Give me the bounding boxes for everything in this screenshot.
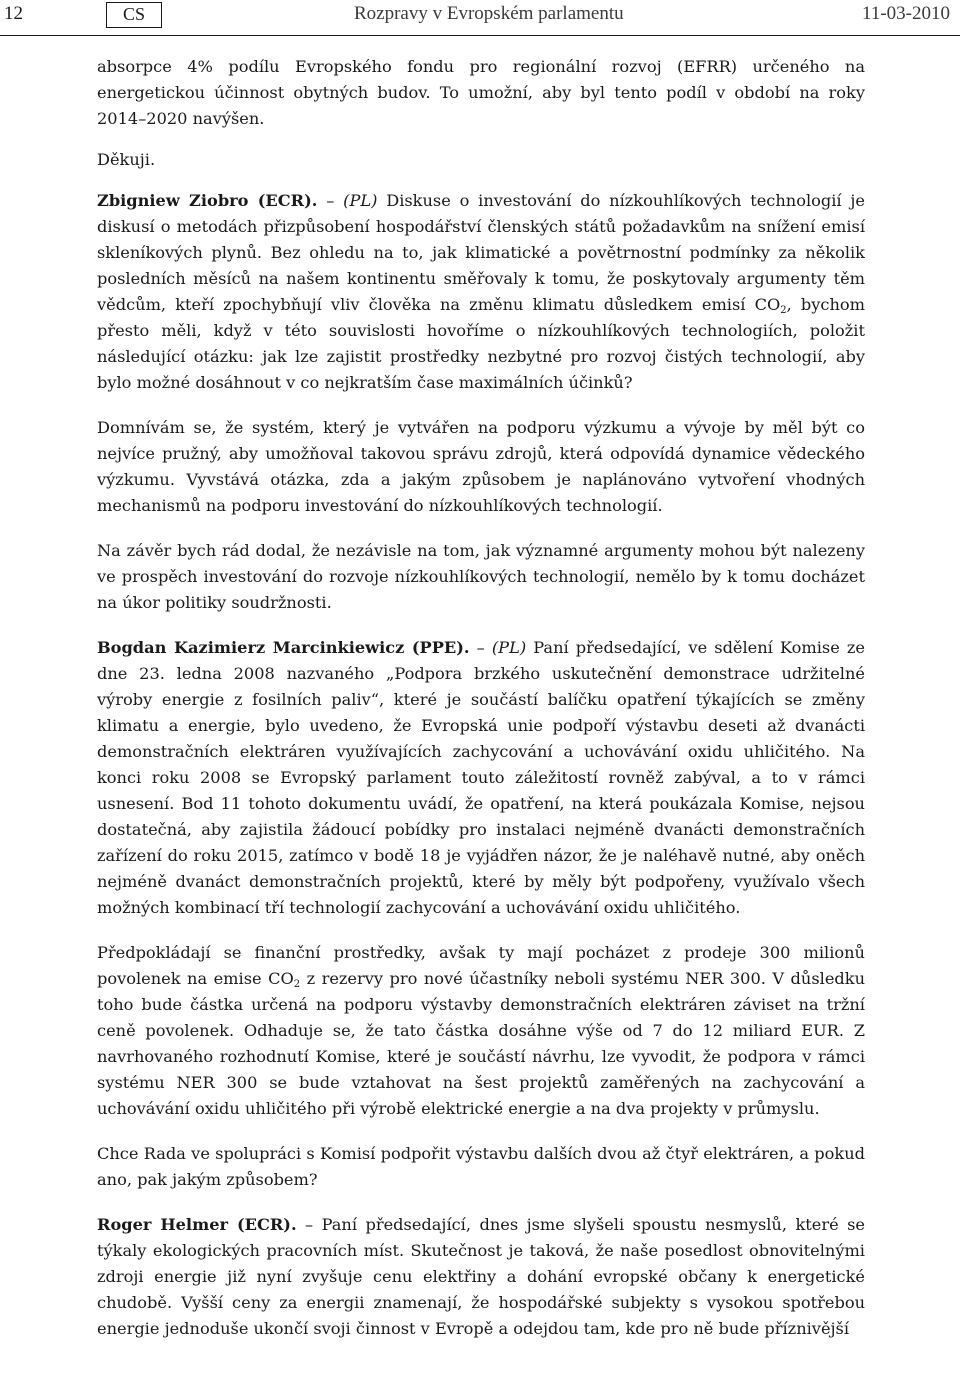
- page-number: 12: [4, 3, 23, 24]
- speaker-name: Zbigniew Ziobro (ECR).: [97, 191, 318, 210]
- language-code-box: CS: [106, 2, 162, 28]
- paragraph: Předpokládají se finanční prostředky, avšak ty mají pocházet z prodeje 300 milionů povolenek na emise $CO_2$ z rezervy pro nové účastníky neboli systému NER 300. V důsledku toho bude částka určená na podporu výstavby demonstračních elektráren záviset na tržní ceně povolenek. Odhaduje se, že tato částka dosáhne výše od 7 do 12 miliard EUR. Z navrhovaného rozhodnutí Komise, které je součástí návrhu, lze vyvodit, že podpora v rámci systému NER 300 se bude vztahovat na šest projektů zaměřených na zachycování a uchovávání oxidu uhličitého při výrobě elektrické energie a na dva projekty v průmyslu.: [97, 943, 866, 1118]
- document-body: [97, 54, 865, 1361]
- publication-date: 11-03-2010: [862, 3, 950, 24]
- publication-title: Rozpravy v Evropském parlamentu: [354, 3, 624, 24]
- paragraph: Děkuji.: [97, 150, 156, 169]
- language-tag: (PL): [491, 638, 527, 657]
- header-divider: [0, 35, 960, 36]
- speaker-name: Roger Helmer (ECR).: [97, 1215, 297, 1234]
- speech-paragraph: Zbigniew Ziobro (ECR). – (PL) Diskuse o investování do nízkouhlíkových technologií je diskusí o metodách přizpůsobení hospodářství členských států požadavkům na snížení emisí skleníkových plynů. Bez ohledu na to, jak klimatické a povětrnostní podmínky za několik posledních měsíců na našem kontinentu směřovaly k tomu, že poskytovaly argumenty těm vědcům, kteří zpochybňují vliv člověka na změnu klimatu důsledkem emisí $CO_2$, bychom přesto měli, když v této souvislosti hovoříme o nízkouhlíkových technologiích, položit následující otázku: jak lze zajistit prostředky nezbytné pro rozvoj čistých technologií, aby bylo možné dosáhnout v co nejkratším čase maximálních účinků?: [97, 191, 866, 392]
- paragraph: Na závěr bych rád dodal, že nezávisle na tom, jak významné argumenty mohou být nalezeny ve prospěch investování do rozvoje nízkouhlíkových technologií, nemělo by k tomu docházet na úkor politiky soudržnosti.: [97, 541, 865, 612]
- paragraph: absorpce 4% podílu Evropského fondu pro regionální rozvoj (EFRR) určeného na energetickou účinnost obytných budov. To umožní, aby byl tento podíl v období na roky 2014–2020 navýšen.: [97, 57, 865, 128]
- speaker-name: Bogdan Kazimierz Marcinkiewicz (PPE).: [97, 638, 470, 657]
- speech-paragraph: Roger Helmer (ECR). – Paní předsedající, dnes jsme slyšeli spoustu nesmyslů, které se týkaly ekologických pracovních míst. Skutečnost je taková, že naše posedlost obnovitelnými zdroji energie již nyní zvyšuje cenu elektřiny a dohání evropské občany k energetické chudobě. Vyšší ceny za energii znamenají, že hospodářské subjekty s vysokou spotřebou energie jednoduše ukončí svoji činnost v Evropě a odejdou tam, kde pro ně bude příznivější: [97, 1215, 865, 1338]
- speech-paragraph: Bogdan Kazimierz Marcinkiewicz (PPE). – (PL) Paní předsedající, ve sdělení Komise ze dne 23. ledna 2008 nazvaného „Podpora brzkého uskutečnění demonstrace udržitelné výroby energie z fosilních paliv“, které je součástí balíčku opatření týkajících se změny klimatu a energie, bylo uvedeno, že Evropská unie podpoří výstavbu deseti až dvanácti demonstračních elektráren využívajících zachycování a uchovávání oxidu uhličitého. Na konci roku 2008 se Evropský parlament touto záležitostí rovněž zabýval, a to v rámci usnesení. Bod 11 tohoto dokumentu uvádí, že opatření, na která poukázala Komise, nejsou dostatečná, aby zajistila žádoucí pobídky pro instalaci nejméně dvanácti demonstračních zařízení do roku 2015, zatímco v bodě 18 je vyjádřen názor, že je naléhavě nutné, aby oněch nejméně dvanáct demonstračních projektů, které by měly být podpořeny, využívalo všech možných kombinací tří technologií zachycování a uchovávání oxidu uhličitého.: [97, 638, 866, 917]
- paragraph: Domnívám se, že systém, který je vytvářen na podporu výzkumu a vývoje by měl být co nejvíce pružný, aby umožňoval takovou správu zdrojů, která odpovídá dynamice vědeckého výzkumu. Vyvstává otázka, zda a jakým způsobem je naplánováno vytvoření vhodných mechanismů na podporu investování do nízkouhlíkových technologií.: [97, 418, 865, 515]
- page-header: [0, 0, 960, 36]
- language-tag: (PL): [343, 191, 378, 210]
- paragraph: Chce Rada ve spolupráci s Komisí podpořit výstavbu dalších dvou až čtyř elektráren, a pokud ano, pak jakým způsobem?: [97, 1144, 865, 1189]
